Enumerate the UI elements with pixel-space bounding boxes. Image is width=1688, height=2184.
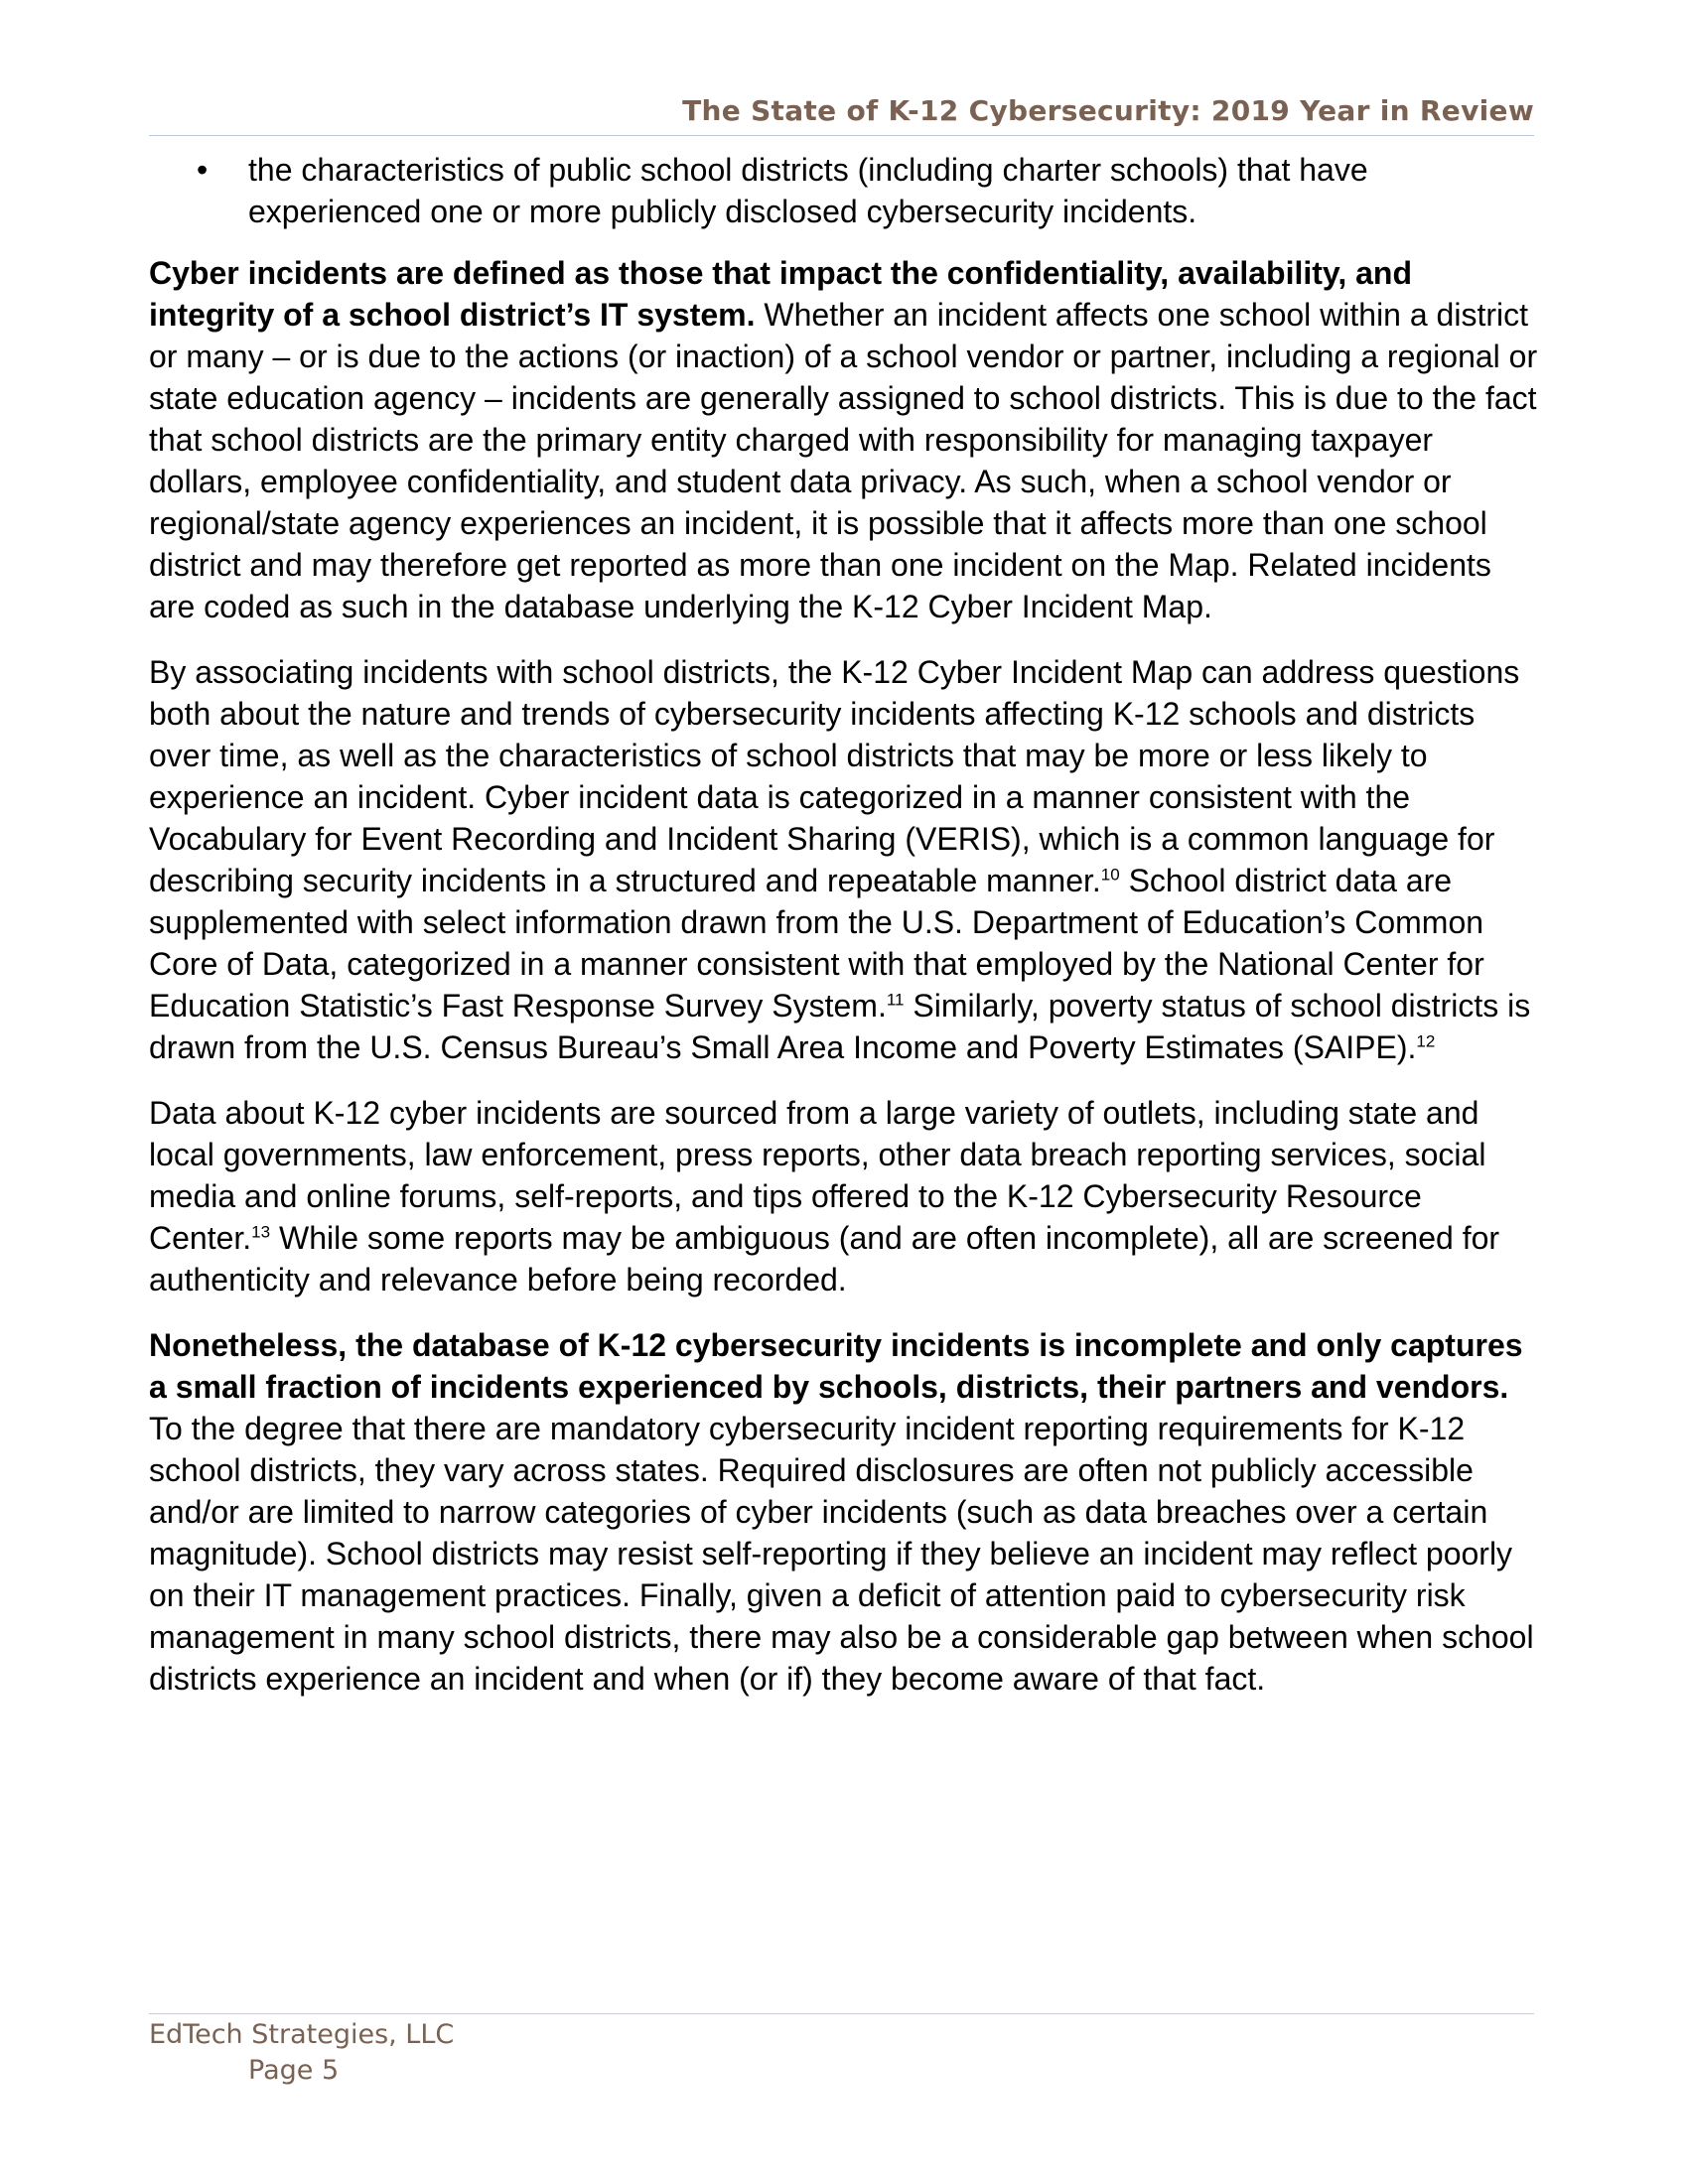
paragraph-definition-lead: Cyber incidents are defined as those that impact the confidentiality, availability, and integrity of a school district’s IT system. <box>149 255 1412 333</box>
bullet-icon: • <box>197 152 209 188</box>
paragraph-limitations-body: To the degree that there are mandatory cybersecurity incident reporting requirements for K-12 school districts, they vary across states. Required disclosures are often not publicly accessible and/or are limited to narrow categories of cyber incidents (such as data breaches over a certain magnitude). School districts may resist self-reporting if they believe an incident may reflect poorly on their IT management practices. Finally, given a deficit of attention paid to cybersecurity risk management in many school districts, there may also be a considerable gap between when school districts experience an incident and when (or if) they become aware of that fact. <box>149 1411 1534 1697</box>
paragraph-sources-part2: While some reports may be ambiguous (and are often incomplete), all are screened for authenticity and relevance before being recorded. <box>149 1220 1500 1297</box>
header-divider <box>149 135 1534 136</box>
footnote-ref-10[interactable]: 10 <box>1100 865 1120 885</box>
bullet-text: the characteristics of public school districts (including charter schools) that have experienced one or more publicly disclosed cybersecurity incidents. <box>248 152 1368 229</box>
footer-divider <box>149 2013 1534 2014</box>
paragraph-sources-part1: Data about K-12 cyber incidents are sourced from a large variety of outlets, including state and local governments, law enforcement, press reports, other data breach reporting services, social media and online forums, self-reports, and tips offered to the K-12 Cybersecurity Resource Center. <box>149 1095 1486 1256</box>
footer-company: EdTech Strategies, LLC <box>149 2019 455 2050</box>
paragraph-association-part2: School district data are supplemented with select information drawn from the U.S. Department of Education’s Common Core of Data, categorized in a manner consistent with that employed by the National Center for Education Statistic’s Fast Response Survey System. <box>149 863 1484 1024</box>
paragraph-association <box>149 651 1539 1068</box>
footnote-ref-12[interactable]: 12 <box>1416 1031 1436 1051</box>
paragraph-association-part3: Similarly, poverty status of school districts is drawn from the U.S. Census Bureau’s Small Area Income and Poverty Estimates (SAIPE). <box>149 988 1531 1065</box>
page-body <box>149 149 1539 1723</box>
paragraph-limitations-lead: Nonetheless, the database of K-12 cybersecurity incidents is incomplete and only captures a small fraction of incidents experienced by schools, districts, their partners and vendors. <box>149 1327 1523 1405</box>
paragraph-limitations <box>149 1324 1539 1700</box>
running-header: The State of K-12 Cybersecurity: 2019 Year in Review <box>682 94 1534 127</box>
bullet-item <box>149 149 1539 232</box>
footnote-ref-13[interactable]: 13 <box>251 1222 271 1242</box>
paragraph-association-part1: By associating incidents with school districts, the K-12 Cyber Incident Map can address questions both about the nature and trends of cybersecurity incidents affecting K-12 schools and districts over time, as well as the characteristics of school districts that may be more or less likely to experience an incident. Cyber incident data is categorized in a manner consistent with the Vocabulary for Event Recording and Incident Sharing (VERIS), which is a common language for describing security incidents in a structured and repeatable manner. <box>149 654 1520 898</box>
paragraph-sources <box>149 1092 1539 1300</box>
footnote-ref-11[interactable]: 11 <box>886 990 905 1010</box>
paragraph-definition-body: Whether an incident affects one school within a district or many – or is due to the actions (or inaction) of a school vendor or partner, including a regional or state education agency – incidents are generally assigned to school districts. This is due to the fact that school districts are the primary entity charged with responsibility for managing taxpayer dollars, employee confidentiality, and student data privacy. As such, when a school vendor or regional/state agency experiences an incident, it is possible that it affects more than one school district and may therefore get reported as more than one incident on the Map. Related incidents are coded as such in the database underlying the K-12 Cyber Incident Map. <box>149 297 1538 624</box>
page-number: Page 5 <box>248 2055 340 2086</box>
paragraph-definition <box>149 252 1539 627</box>
